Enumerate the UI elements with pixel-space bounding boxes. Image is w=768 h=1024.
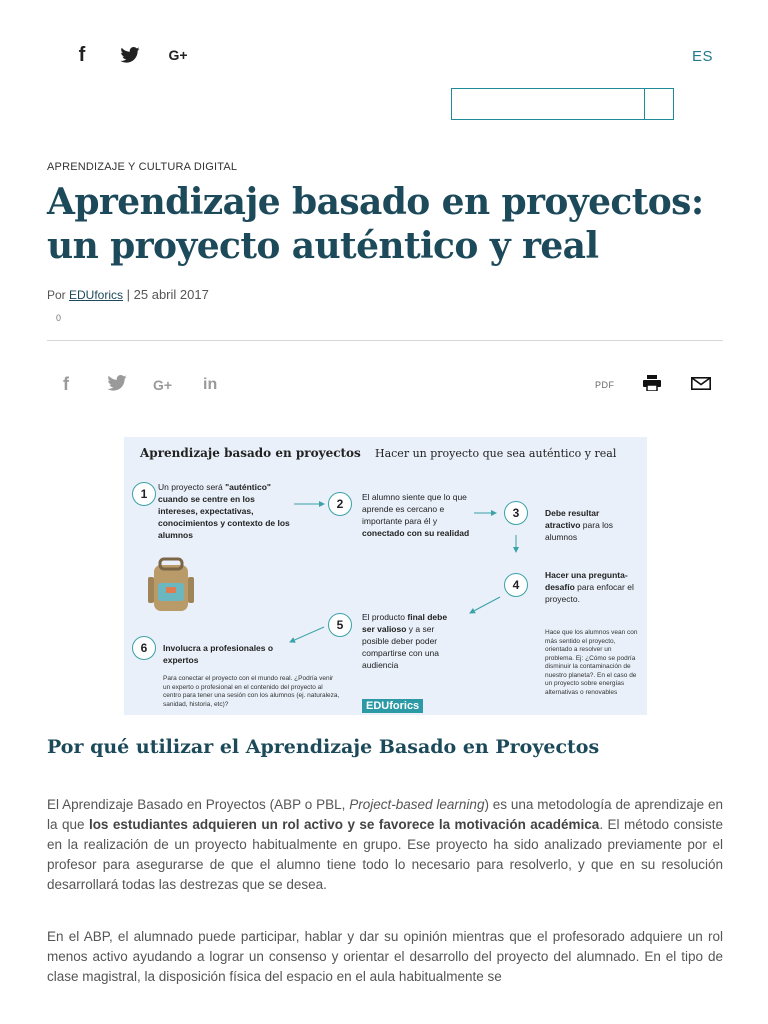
infographic-subtitle: Hacer un proyecto que sea auténtico y real bbox=[375, 447, 617, 460]
step-6-note: Para conectar el proyecto con el mundo real. ¿Podría venir un experto o profesional en el contenido del proyecto al centro para tener una sesión con los alumnos (ej. naturaleza, sanidad, historia, etc)? bbox=[163, 675, 340, 708]
step-number: 3 bbox=[504, 501, 528, 525]
search-button[interactable] bbox=[645, 89, 673, 119]
step-number: 4 bbox=[504, 573, 528, 597]
step-4-note: Hace que los alumnos vean con más sentido el proyecto, orientado a resolver un problema. Ej: ¿Cómo se podría disminuir la contaminación de nuestro planeta?. En el caso de un proyecto sobre energías alternativas o renovables bbox=[545, 629, 638, 696]
step-number: 1 bbox=[132, 482, 156, 506]
article-title: Aprendizaje basado en proyectos: un proyecto auténtico y real bbox=[47, 181, 704, 267]
pdf-button[interactable]: PDF bbox=[595, 380, 615, 390]
article-byline bbox=[47, 287, 209, 302]
paragraph: En el ABP, el alumnado puede participar, hablar y dar su opinión mientras que el profesorado adquiere un rol menos activo ayudando a lograr un consenso y orientar el desarrollo del proyecto del alumnado. En el tipo de clase magistral, la disposición física del espacio en el aula habitualmente se bbox=[47, 929, 723, 984]
share-twitter-icon[interactable] bbox=[107, 375, 127, 396]
header-social-links bbox=[58, 42, 202, 68]
step-text: Involucra a profesionales o expertos bbox=[163, 643, 274, 665]
section-heading: Por qué utilizar el Aprendizaje Basado en Proyectos bbox=[47, 736, 600, 758]
share-bar bbox=[47, 372, 723, 400]
divider bbox=[47, 340, 723, 341]
google-plus-icon[interactable]: G+ bbox=[168, 47, 188, 63]
paragraph: El Aprendizaje Basado en Proyectos (ABP o PBL, Project-based learning) es una metodología de aprendizaje en la que los estudiantes adquieren un rol activo y se favorece la motivación académica. El método consiste en la realización de un proyecto habitualmente en grupo. Ese proyecto ha sido analizado previamente por el profesor para asegurarse de que el alumno tiene todo lo necesario para resolverlo, y que en su resolución desarrollará todas las destrezas que se desea. bbox=[47, 797, 723, 892]
share-google-plus-icon[interactable]: G+ bbox=[153, 377, 173, 393]
step-number: 2 bbox=[328, 492, 352, 516]
search-box bbox=[451, 88, 674, 120]
step-text: El alumno siente que lo que aprende es cercano e importante para él y conectado con su realidad bbox=[362, 492, 470, 538]
search-input[interactable] bbox=[452, 89, 645, 119]
byline-separator: | bbox=[123, 287, 134, 302]
author-link[interactable]: EDUforics bbox=[69, 288, 124, 302]
step-text: Un proyecto será "auténtico" cuando se centre en los intereses, expectativas, conocimientos y contexto de los alumnos bbox=[158, 482, 290, 540]
language-switch[interactable]: ES bbox=[692, 48, 714, 65]
article-date: 25 abril 2017 bbox=[133, 287, 209, 302]
share-facebook-icon[interactable]: f bbox=[63, 374, 69, 394]
step-text: Debe resultar atractivo para los alumnos bbox=[545, 508, 614, 542]
backpack-icon bbox=[148, 559, 194, 611]
step-text: El producto final debe ser valioso y a ser posible deber poder compartirse con una audiencia bbox=[362, 612, 448, 670]
byline-prefix: Por bbox=[47, 288, 70, 302]
infographic-title: Aprendizaje basado en proyectos bbox=[140, 446, 361, 460]
share-linkedin-icon[interactable]: in bbox=[203, 376, 218, 393]
step-number: 6 bbox=[132, 636, 156, 660]
infographic-image bbox=[124, 437, 647, 715]
step-number: 5 bbox=[328, 613, 352, 637]
email-icon[interactable] bbox=[691, 377, 711, 395]
article-category[interactable]: APRENDIZAJE Y CULTURA DIGITAL bbox=[47, 161, 238, 173]
twitter-icon[interactable] bbox=[106, 42, 154, 68]
facebook-icon[interactable]: f bbox=[78, 43, 86, 66]
step-text: Hacer una pregunta-desafío para enfocar el proyecto. bbox=[545, 570, 634, 604]
infographic-logo: EDUforics bbox=[362, 699, 423, 713]
comments-count[interactable]: 0 bbox=[56, 313, 62, 323]
print-icon[interactable] bbox=[643, 375, 661, 396]
